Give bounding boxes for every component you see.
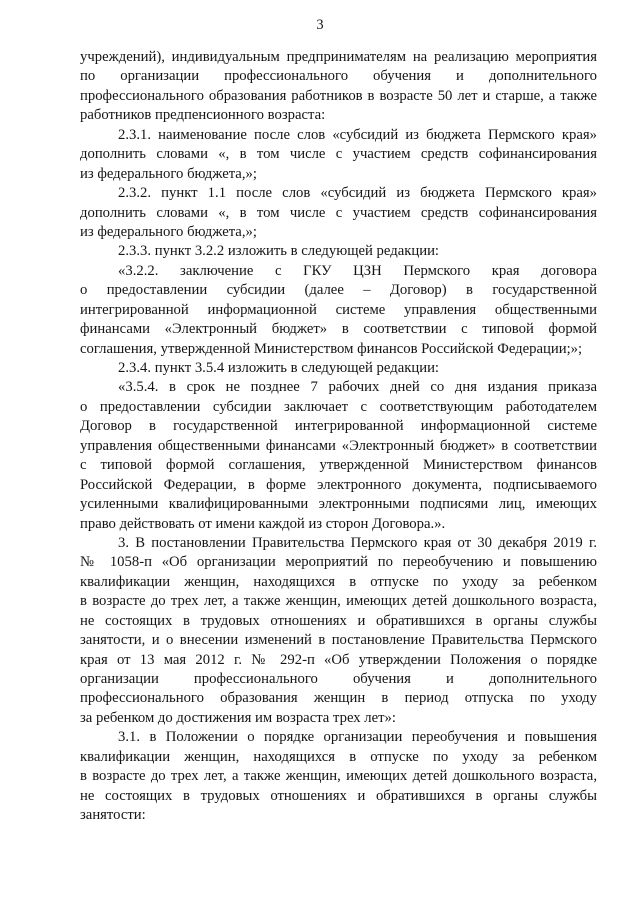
text-line: в возрасте до трех лет, а также женщин, имеющих детей дошкольного возраста, xyxy=(80,593,597,610)
text-line: не состоящих в трудовых отношениях и обратившихся в органы службы xyxy=(80,612,597,629)
text-line: по организации профессионального обучения и дополнительного xyxy=(80,68,597,85)
text-line: профессионального образования работников в возрасте 50 лет и старше, а также xyxy=(80,87,597,104)
text-line: работников предпенсионного возраста: xyxy=(80,107,326,124)
paragraph xyxy=(80,184,597,242)
text-line: из федерального бюджета,»; xyxy=(80,165,257,182)
text-line: в возрасте до трех лет, а также женщин, имеющих детей дошкольного возраста, xyxy=(80,768,597,785)
text-line: управления общественными финансами «Электронный бюджет» в соответствии xyxy=(80,437,597,454)
text-line: дополнить словами «, в том числе с участием средств софинансирования xyxy=(80,146,597,163)
text-line: с типовой формой соглашения, утвержденной Министерством финансов xyxy=(80,457,597,474)
text-line: Договор в государственной интегрированной информационной системе xyxy=(80,418,597,435)
paragraph xyxy=(80,378,597,534)
text-line: квалификации женщин, находящихся в отпуске по уходу за ребенком xyxy=(80,573,597,590)
text-line: 2.3.3. пункт 3.2.2 изложить в следующей редакции: xyxy=(118,243,440,260)
text-line: за ребенком до достижения им возраста трех лет»: xyxy=(80,709,396,726)
text-line: занятости, и о внесении изменений в постановление Правительства Пермского xyxy=(80,632,597,649)
text-line: 3.1. в Положении о порядке организации переобучения и повышения xyxy=(118,729,597,746)
text-line: края от 13 мая 2012 г. № 292-п «Об утверждении Положения о порядке xyxy=(80,651,597,668)
paragraph xyxy=(80,262,597,359)
text-line: 3. В постановлении Правительства Пермского края от 30 декабря 2019 г. xyxy=(118,534,597,551)
paragraph xyxy=(80,48,597,126)
text-line: квалификации женщин, находящихся в отпуске по уходу за ребенком xyxy=(80,748,597,765)
text-line: организации профессионального обучения и дополнительного xyxy=(80,671,597,687)
text-line: о предоставлении субсидии заключает с соответствующим работодателем xyxy=(80,398,597,415)
page-number: 3 xyxy=(316,17,324,33)
paragraph xyxy=(80,242,597,261)
text-line: право действовать от имени каждой из сторон Договора.». xyxy=(80,515,446,532)
text-line: дополнить словами «, в том числе с участием средств софинансирования xyxy=(80,204,597,221)
text-line: профессионального образования женщин в период отпуска по уходу xyxy=(80,690,597,707)
paragraph xyxy=(80,126,597,184)
text-line: «3.2.2. заключение с ГКУ ЦЗН Пермского края договора xyxy=(118,262,597,279)
text-line: учреждений), индивидуальным предпринимателям на реализацию мероприятия xyxy=(80,49,597,65)
text-line: о предоставлении субсидии (далее – Договор) в государственной xyxy=(80,282,597,299)
text-line: 2.3.2. пункт 1.1 после слов «субсидий из бюджета Пермского края» xyxy=(118,185,597,202)
paragraph xyxy=(80,728,597,825)
text-line: 2.3.4. пункт 3.5.4 изложить в следующей редакции: xyxy=(118,360,440,376)
text-line: занятости: xyxy=(80,807,146,824)
text-line: усиленными квалифицированными электронными подписями лиц, имеющих xyxy=(80,496,597,513)
text-line: соглашения, утвержденной Министерством финансов Российской Федерации;»; xyxy=(80,340,583,357)
text-line: из федерального бюджета,»; xyxy=(80,223,257,240)
paragraph xyxy=(80,359,597,378)
text-line: 2.3.1. наименование после слов «субсидий из бюджета Пермского края» xyxy=(118,126,597,143)
text-line: финансами «Электронный бюджет» в соответствии с типовой формой xyxy=(80,321,597,338)
text-line: «3.5.4. в срок не позднее 7 рабочих дней со дня издания приказа xyxy=(118,379,597,396)
text-line: интегрированной информационной системе управления общественными xyxy=(80,301,597,318)
text-line: Российской Федерации, в форме электронного документа, подписываемого xyxy=(80,476,597,493)
text-line: № 1058-п «Об организации мероприятий по переобучению и повышению xyxy=(80,554,597,571)
paragraph xyxy=(80,534,597,728)
document-body xyxy=(80,48,597,826)
text-line: не состоящих в трудовых отношениях и обратившихся в органы службы xyxy=(80,787,597,804)
